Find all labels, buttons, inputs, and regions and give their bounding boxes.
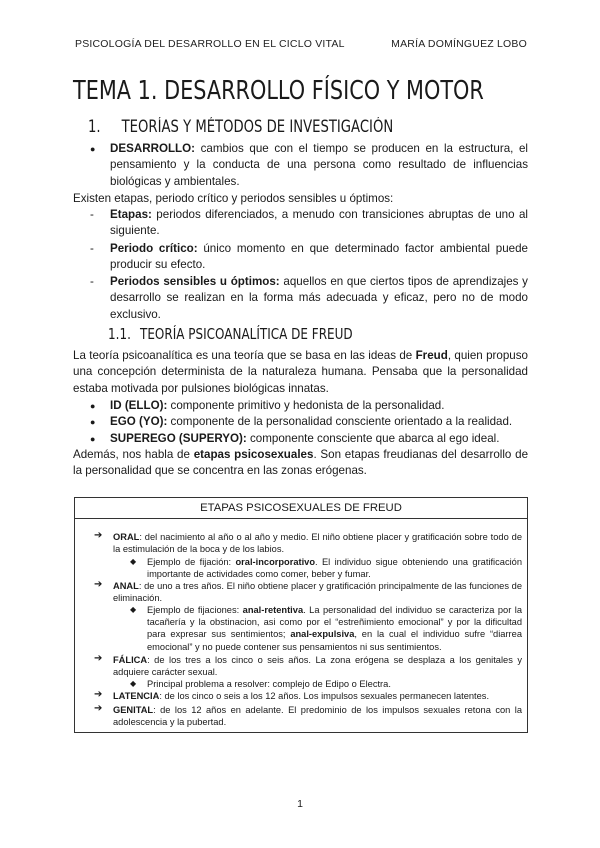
diamond-icon: ◆ bbox=[130, 679, 137, 688]
section-1-heading bbox=[88, 117, 393, 136]
section-1-1-title: TEORÍA PSICOANALÍTICA DE FREUD bbox=[140, 325, 353, 343]
header-course-title: PSICOLOGÍA DEL DESARROLLO EN EL CICLO VITAL bbox=[75, 38, 345, 50]
anal-retentiva-term: anal-retentiva bbox=[242, 605, 304, 615]
arrow-right-icon: ➔ bbox=[94, 653, 103, 664]
etapas-term: Etapas: bbox=[110, 208, 152, 221]
dash-icon: - bbox=[90, 275, 94, 288]
bullet-dot-icon: ● bbox=[90, 144, 96, 154]
periodo-critico-item bbox=[90, 241, 528, 274]
stage-anal bbox=[94, 580, 522, 604]
periodos-sensibles-text: aquellos en que ciertos tipos de aprendizajes y desarrollo se realizan en la forma más adecuada y eficaz, pero no de modo exclusivo. bbox=[110, 275, 528, 321]
section-1-title: TEORÍAS Y MÉTODOS DE INVESTIGACIÓN bbox=[121, 117, 394, 136]
genital-term: GENITAL bbox=[113, 705, 154, 715]
anal-fixation bbox=[130, 604, 522, 653]
oral-fixation bbox=[130, 556, 522, 580]
falica-term: FÁLICA bbox=[113, 655, 148, 665]
etapas-paragraph bbox=[73, 447, 528, 480]
desarrollo-bullet bbox=[90, 141, 528, 190]
ego-term: EGO (YO): bbox=[110, 415, 168, 428]
periodo-critico-text: único momento en que determinado factor ambiental puede producir su efecto. bbox=[110, 242, 528, 272]
section-1-1-heading bbox=[108, 325, 353, 343]
anal-expulsiva-term: anal-expulsiva bbox=[290, 629, 355, 640]
anal-text: : de uno a tres años. El niño obtiene placer y gratificación principalmente de las funciones de eliminación. bbox=[113, 581, 522, 604]
etapas-psicosexuales-term: etapas psicosexuales bbox=[193, 448, 314, 461]
stage-falica bbox=[94, 654, 522, 678]
superego-text: componente consciente que abarca al ego ideal. bbox=[246, 432, 500, 445]
freud-paragraph-text-b: , quien propuso una concepción determinista de la naturaleza humana. Pensaba que la personalidad estaba motivada por pulsiones biológicas innatas. bbox=[73, 349, 528, 395]
superego-term: SUPEREGO (SUPERYO): bbox=[110, 432, 247, 445]
bullet-dot-icon: ● bbox=[90, 401, 96, 411]
anal-fixation-text-c: , en la cual el individuo sufre “diarrea emocional” y no puede contener sus pensamientos ni sus sentimientos. bbox=[147, 629, 522, 652]
page-title: TEMA 1. DESARROLLO FÍSICO Y MOTOR bbox=[73, 76, 484, 106]
stage-genital bbox=[94, 704, 522, 728]
id-term: ID (ELLO): bbox=[110, 399, 168, 412]
anal-fixation-text-b: . La personalidad del individuo se caracteriza por la tacañería y la obstinacion, asi como por el “estreñimiento emocional” y por la dificultad para expresar sus sentimientos; bbox=[147, 605, 522, 640]
freud-paragraph bbox=[73, 348, 528, 397]
oral-fixation-text-b: . El individuo sigue obteniendo una gratificación importante de actividades como comer, beber y fumar. bbox=[147, 557, 523, 580]
latencia-term: LATENCIA bbox=[113, 691, 160, 701]
anal-term: ANAL bbox=[113, 581, 139, 591]
stage-oral bbox=[94, 531, 522, 555]
dash-icon: - bbox=[90, 242, 94, 255]
arrow-right-icon: ➔ bbox=[94, 530, 103, 541]
etapas-paragraph-text-b: . Son etapas freudianas del desarrollo de la personalidad que se concentra en las zonas erógenas. bbox=[73, 448, 529, 478]
ego-bullet bbox=[90, 414, 528, 430]
header-author: MARÍA DOMÍNGUEZ LOBO bbox=[391, 38, 527, 50]
oral-term: ORAL bbox=[113, 532, 140, 542]
arrow-right-icon: ➔ bbox=[94, 703, 103, 714]
etapas-item bbox=[90, 207, 528, 240]
dash-icon: - bbox=[90, 208, 94, 221]
section-1-number: 1. bbox=[88, 117, 101, 136]
latencia-text: : de los cinco o seis a los 12 años. Los impulsos sexuales permanecen latentes. bbox=[159, 691, 490, 701]
oral-fixation-text-a: Ejemplo de fijación: bbox=[147, 557, 236, 567]
section-1-1-number: 1.1. bbox=[108, 325, 131, 343]
etapas-text: periodos diferenciados, a menudo con transiciones abruptas de uno al siguiente. bbox=[110, 208, 528, 238]
ego-text: componente de la personalidad consciente orientado a la realidad. bbox=[167, 415, 513, 428]
bullet-dot-icon: ● bbox=[90, 434, 96, 444]
bullet-dot-icon: ● bbox=[90, 417, 96, 427]
periodos-sensibles-item bbox=[90, 274, 528, 323]
periodo-critico-term: Periodo crítico: bbox=[110, 242, 198, 255]
stage-latencia bbox=[94, 690, 522, 702]
desarrollo-term: DESARROLLO: bbox=[110, 142, 196, 155]
id-text: componente primitivo y hedonista de la personalidad. bbox=[167, 399, 445, 412]
anal-fixation-text-a: Ejemplo de fijaciones: bbox=[147, 605, 243, 615]
desarrollo-text: cambios que con el tiempo se producen en la estructura, el pensamiento y la conducta de una persona como resultado de influencias biológicas y ambientales. bbox=[110, 142, 528, 188]
falica-text: : de los tres a los cinco o seis años. La zona erógena se desplaza a los genitales y adquiere carácter sexual. bbox=[113, 655, 522, 678]
freud-paragraph-text-a: La teoría psicoanalítica es una teoría que se basa en las ideas de bbox=[73, 349, 416, 362]
stages-intro: Existen etapas, periodo crítico y periodos sensibles u óptimos: bbox=[73, 192, 394, 205]
id-bullet bbox=[90, 398, 528, 414]
falica-problem bbox=[130, 678, 522, 690]
stages-box-title: ETAPAS PSICOSEXUALES DE FREUD bbox=[74, 497, 528, 519]
diamond-icon: ◆ bbox=[130, 557, 137, 566]
oral-text: : del nacimiento al año o al año y medio. El niño obtiene placer y gratificación sobre todo de la estimulación de la boca y de los labios. bbox=[113, 532, 522, 555]
falica-problem-text: Principal problema a resolver: complejo de Edipo o Electra. bbox=[147, 679, 391, 689]
arrow-right-icon: ➔ bbox=[94, 579, 103, 590]
genital-text: : de los 12 años en adelante. El predominio de los impulsos sexuales retona con la adolescencia y la pubertad. bbox=[113, 705, 522, 728]
diamond-icon: ◆ bbox=[130, 605, 137, 614]
arrow-right-icon: ➔ bbox=[94, 689, 103, 700]
periodos-sensibles-term: Periodos sensibles u óptimos: bbox=[110, 275, 280, 288]
superego-bullet bbox=[90, 431, 528, 447]
oral-fixation-type: oral-incorporativo bbox=[235, 557, 316, 567]
etapas-paragraph-text-a: Además, nos habla de bbox=[73, 448, 194, 461]
freud-name: Freud bbox=[415, 349, 448, 362]
page-number: 1 bbox=[297, 798, 303, 810]
